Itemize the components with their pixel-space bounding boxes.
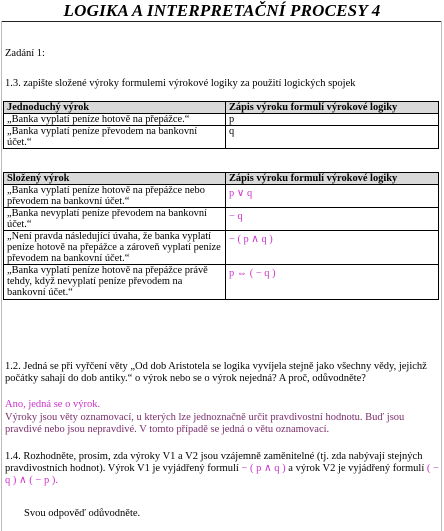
statement-cell: „Banka vyplatí peníze hotově na přepážce.“ xyxy=(4,114,226,126)
task-label: Zadání 1: xyxy=(5,48,45,59)
formula-cell: p xyxy=(226,114,439,126)
column-header: Zápis výroku formulí výrokové logiky xyxy=(226,173,439,185)
column-header: Jednoduchý výrok xyxy=(4,102,226,114)
justify-note: Svou odpověď odůvodněte. xyxy=(24,508,141,519)
question-1-2: 1.2. Jedná se při vyřčení věty „Od dob Aristotela se logika vyvíjela stejně jako všechny vědy, jejichž počátky sahají do dob antiky.“ o výrok nebo se o výrok nejedná? A proč, odůvodněte? xyxy=(5,361,427,384)
title-underline xyxy=(1,21,441,22)
formula-cell: p ⇔ ( − q ) xyxy=(226,265,439,300)
right-margin-line xyxy=(441,21,442,531)
explanation-1-2: Výroky jsou věty oznamovací, u kterých lze jednoznačně určit pravdivostní hodnotu. Buď jsou pravdivé nebo jsou nepravdivé. V tomto případě se jedná o větu oznamovací. xyxy=(5,412,405,435)
column-header: Složený výrok xyxy=(4,173,226,185)
question-1-4-text: 1.4. Rozhodněte, prosím, zda výroky V1 a V2 jsou vzájemně zaměnitelné (tj. zda nabývají stejných pravdivostních hodnot). Výrok V1 je vyjádřený formulí xyxy=(5,451,423,474)
table-row xyxy=(4,185,439,208)
formula-cell: − ( p ∧ q ) xyxy=(226,231,439,265)
table-header-row xyxy=(4,173,439,185)
formula-v2: ( − q ) ∧ ( − p ). xyxy=(5,463,439,486)
statement-cell: „Není pravda následující úvaha, že banka vyplatí peníze hotově na přepážce a zároveň vyplatí peníze převodem na bankovní účet.“ xyxy=(4,231,226,265)
page-title: LOGIKA A INTERPRETAČNÍ PROCESY 4 xyxy=(63,1,381,20)
table-row xyxy=(4,265,439,300)
question-1-3: 1.3. zapište složené výroky formulemi výrokové logiky za použití logických spojek xyxy=(5,78,356,89)
simple-statements-table xyxy=(3,101,439,149)
table-row xyxy=(4,208,439,231)
question-1-4 xyxy=(5,451,439,487)
formula-cell: − q xyxy=(226,208,439,231)
statement-cell: „Banka vyplatí peníze hotově na přepážce právě tehdy, když nevyplatí peníze převodem na bankovní účet.“ xyxy=(4,265,226,300)
table-row xyxy=(4,231,439,265)
question-1-4-text-b: a výrok V2 je vyjádřený formulí xyxy=(288,463,425,474)
left-margin-line xyxy=(1,21,2,531)
formula-cell: p ∨ q xyxy=(226,185,439,208)
table-row xyxy=(4,114,439,126)
formula-cell: q xyxy=(226,126,439,149)
statement-cell: „Banka vyplatí peníze převodem na bankovní účet.“ xyxy=(4,126,226,149)
table-header-row xyxy=(4,102,439,114)
statement-cell: „Banka vyplatí peníze hotově na přepážce nebo převodem na bankovní účet.“ xyxy=(4,185,226,208)
statement-cell: „Banka nevyplatí peníze převodem na bankovní účet.“ xyxy=(4,208,226,231)
answer-1-2: Ano, jedná se o výrok. xyxy=(5,399,101,410)
compound-statements-table xyxy=(3,172,439,300)
formula-v1: − ( p ∧ q ) xyxy=(241,463,286,474)
table-row xyxy=(4,126,439,149)
column-header: Zápis výroku formulí výrokové logiky xyxy=(226,102,439,114)
